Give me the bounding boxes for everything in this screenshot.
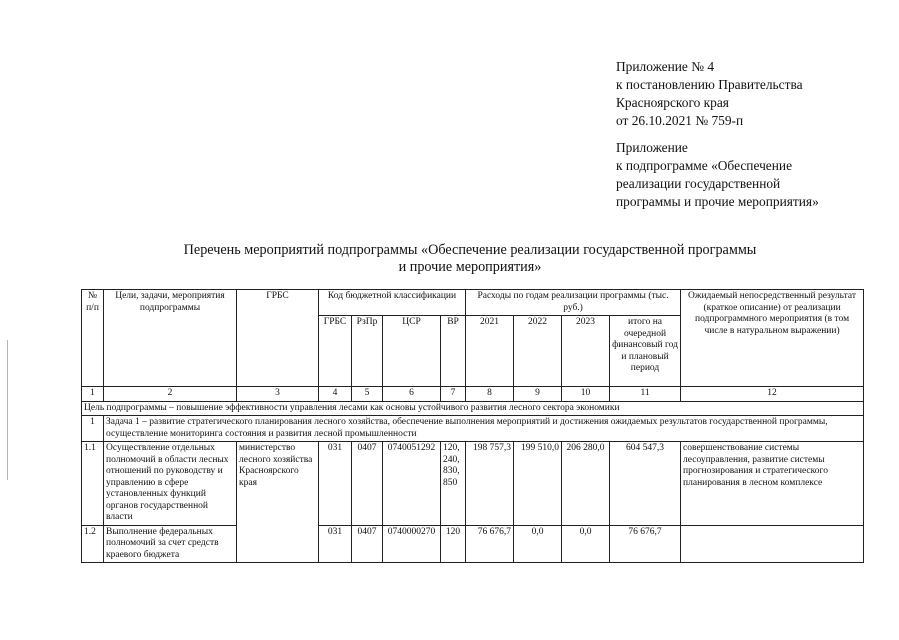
row-2021: 198 757,3 — [466, 442, 514, 526]
task-num: 1 — [82, 416, 104, 442]
appendix-sub-block — [616, 139, 819, 211]
header-result: Ожидаемый непосредственный результат (краткое описание) от реализации подпрограммного мероприятия (в том числе в натуральном выражении) — [681, 290, 864, 387]
header-kbk: Код бюджетной классификации — [319, 290, 466, 316]
row-2022: 199 510,0 — [514, 442, 562, 526]
title-line-1: Перечень мероприятий подпрограммы «Обеспечение реализации государственной программы — [183, 242, 757, 258]
row-grbs-code: 031 — [319, 442, 352, 526]
subheader-total: итого на очередной финансовый год и плановый период — [610, 316, 681, 387]
row-name: Выполнение федеральных полномочий за счет средств краевого бюджета — [104, 525, 237, 563]
header-goals: Цели, задачи, мероприятия подпрограммы — [104, 290, 237, 387]
table-row — [82, 442, 864, 526]
column-number: 7 — [441, 387, 466, 402]
measures-table — [81, 289, 864, 563]
column-number: 10 — [562, 387, 610, 402]
goal-text: Цель подпрограммы – повышение эффективности управления лесами как основы устойчивого развития лесного сектора экономики — [82, 401, 864, 416]
row-2022: 0,0 — [514, 525, 562, 563]
row-num: 1.1 — [82, 442, 104, 526]
column-number: 11 — [610, 387, 681, 402]
row-result — [681, 525, 864, 563]
column-number: 1 — [82, 387, 104, 402]
row-result: совершенствование системы лесоуправления, развитие системы прогнозирования и стратегического планирования в лесном комплексе — [681, 442, 864, 526]
column-number: 6 — [383, 387, 441, 402]
task-row — [82, 416, 864, 442]
subheader-rzpr: РзПр — [352, 316, 383, 387]
row-grbs-code: 031 — [319, 525, 352, 563]
column-number-row — [82, 387, 864, 402]
row-csr: 0740000270 — [383, 525, 441, 563]
column-number: 12 — [681, 387, 864, 402]
column-number: 2 — [104, 387, 237, 402]
column-number: 4 — [319, 387, 352, 402]
appendix-sub-line: программы и прочие мероприятия» — [616, 194, 819, 209]
column-number: 3 — [237, 387, 319, 402]
scan-artifact-line — [7, 340, 8, 480]
column-number: 5 — [352, 387, 383, 402]
row-total: 604 547,3 — [610, 442, 681, 526]
row-2023: 206 280,0 — [562, 442, 610, 526]
header-expenses: Расходы по годам реализации программы (тыс. руб.) — [466, 290, 681, 316]
row-total: 76 676,7 — [610, 525, 681, 563]
document-title — [150, 242, 790, 276]
header-row-main — [82, 290, 864, 316]
row-grbs-name: министерство лесного хозяйства Красноярского края — [237, 442, 319, 563]
appendix-main-line: к постановлению Правительства — [616, 77, 803, 92]
row-csr: 0740051292 — [383, 442, 441, 526]
subheader-2023: 2023 — [562, 316, 610, 387]
row-2023: 0,0 — [562, 525, 610, 563]
goal-row — [82, 401, 864, 416]
task-text: Задача 1 – развитие стратегического планирования лесного хозяйства, обеспечение выполнения мероприятий и достижения ожидаемых результатов государственной программы, осуществление мониторинга состояния и развития лесной промышленности — [104, 416, 864, 442]
row-vr: 120 — [441, 525, 466, 563]
row-vr: 120, 240, 830, 850 — [441, 442, 466, 526]
appendix-sub-line: Приложение — [616, 140, 688, 155]
table-row — [82, 525, 864, 563]
column-number: 8 — [466, 387, 514, 402]
title-line-2: и прочие мероприятия» — [398, 259, 542, 275]
subheader-2021: 2021 — [466, 316, 514, 387]
appendix-main-line: от 26.10.2021 № 759-п — [616, 113, 744, 128]
row-2021: 76 676,7 — [466, 525, 514, 563]
header-grbs: ГРБС — [237, 290, 319, 387]
appendix-main-block — [616, 58, 803, 130]
column-number: 9 — [514, 387, 562, 402]
row-name: Осуществление отдельных полномочий в области лесных отношений по руководству и управлению в сфере установленных функций органов государственной власти — [104, 442, 237, 526]
row-rzpr: 0407 — [352, 525, 383, 563]
appendix-sub-line: реализации государственной — [616, 176, 781, 191]
subheader-vr: ВР — [441, 316, 466, 387]
subheader-csr: ЦСР — [383, 316, 441, 387]
row-rzpr: 0407 — [352, 442, 383, 526]
appendix-sub-line: к подпрограмме «Обеспечение — [616, 158, 793, 173]
subheader-2022: 2022 — [514, 316, 562, 387]
appendix-main-line: Красноярского края — [616, 95, 729, 110]
subheader-grbs: ГРБС — [319, 316, 352, 387]
header-num: № п/п — [82, 290, 104, 387]
appendix-main-line: Приложение № 4 — [616, 59, 715, 74]
row-num: 1.2 — [82, 525, 104, 563]
